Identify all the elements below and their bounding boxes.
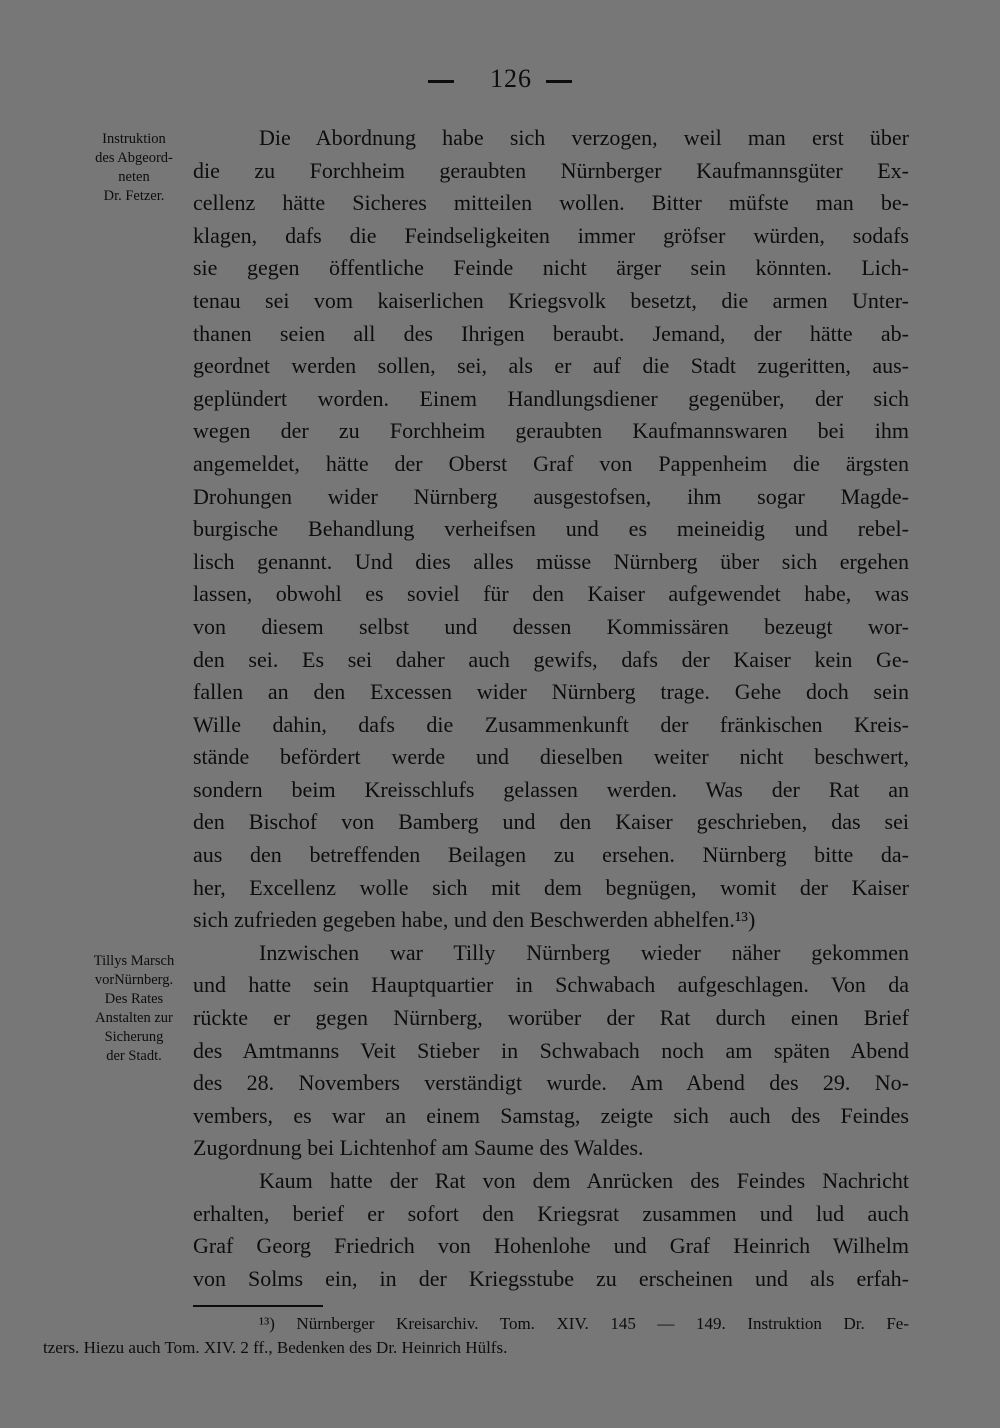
body-line: aus den betreffenden Beilagen zu ersehen. Nürnberg bitte da- (193, 842, 909, 868)
body-line: Drohungen wider Nürnberg ausgestofsen, ihm sogar Magde- (193, 483, 909, 509)
body-line: klagen, dafs die Feindseligkeiten immer gröfser würden, sodafs (193, 222, 909, 248)
body-line: thanen seien all des Ihrigen beraubt. Jemand, der hätte ab- (193, 320, 909, 346)
body-line: die zu Forchheim geraubten Nürnberger Kaufmannsgüter Ex- (193, 157, 909, 183)
body-line: burgische Behandlung verheifsen und es meineidig und rebel- (193, 516, 909, 542)
margin-note-line: der Stadt. (106, 1048, 162, 1064)
margin-note-tillys-marsch (78, 952, 190, 1066)
body-line: geplündert worden. Einem Handlungsdiener gegenüber, der sich (193, 385, 909, 411)
margin-note-instruktion (78, 130, 190, 206)
body-line: des Amtmanns Veit Stieber in Schwabach noch am späten Abend (193, 1037, 909, 1063)
body-line: lassen, obwohl es soviel für den Kaiser aufgewendet habe, was (193, 581, 909, 607)
body-line: tenau sei vom kaiserlichen Kriegsvolk besetzt, die armen Unter- (193, 287, 909, 313)
body-line: von Solms ein, in der Kriegsstube zu erscheinen und als erfah- (193, 1265, 909, 1291)
body-line: wegen der zu Forchheim geraubten Kaufmannswaren bei ihm (193, 418, 909, 444)
body-line: rückte er gegen Nürnberg, worüber der Rat durch einen Brief (193, 1005, 909, 1031)
footnote-line: ¹³) Nürnberger Kreisarchiv. Tom. XIV. 145 — 149. Instruktion Dr. Fe- (259, 1314, 909, 1333)
body-text (193, 122, 909, 1295)
margin-note-line: Sicherung (104, 1029, 164, 1045)
left-dash (428, 80, 454, 83)
footnote-line: tzers. Hiezu auch Tom. XIV. 2 ff., Bedenken des Dr. Heinrich Hülfs. (43, 1338, 508, 1357)
body-line: stände befördert werde und dieselben weiter nicht beschwert, (193, 744, 909, 770)
margin-note-line: des Abgeord- (95, 150, 173, 166)
body-line: Die Abordnung habe sich verzogen, weil man erst über (259, 125, 909, 150)
body-line: geordnet werden sollen, sei, als er auf die Stadt zugeritten, aus- (193, 353, 909, 379)
margin-note-line: Tillys Marsch (93, 953, 175, 969)
body-line: fallen an den Excessen wider Nürnberg trage. Gehe doch sein (193, 679, 909, 705)
body-line: den sei. Es sei daher auch gewifs, dafs der Kaiser kein Ge- (193, 646, 909, 672)
page-number: 126 (490, 64, 532, 93)
body-line: her, Excellenz wolle sich mit dem begnügen, womit der Kaiser (193, 874, 909, 900)
body-line: Wille dahin, dafs die Zusammenkunft der fränkischen Kreis- (193, 711, 909, 737)
body-line: sie gegen öffentliche Feinde nicht ärger sein könnten. Lich- (193, 255, 909, 281)
body-line: Inzwischen war Tilly Nürnberg wieder näher gekommen (259, 939, 909, 965)
body-line: lisch genannt. Und dies alles müsse Nürnberg über sich ergehen (193, 548, 909, 574)
body-line: vembers, es war an einem Samstag, zeigte sich auch des Feindes (193, 1102, 909, 1128)
body-line: von diesem selbst und dessen Kommissären bezeugt wor- (193, 613, 909, 639)
margin-note-line: vorNürnberg. (94, 972, 174, 988)
margin-note-line: neten (118, 169, 150, 185)
body-line: sich zufrieden gegeben habe, und den Beschwerden abhelfen.¹³) (193, 907, 756, 933)
right-dash (546, 80, 572, 83)
body-line: den Bischof von Bamberg und den Kaiser geschrieben, das sei (193, 809, 909, 835)
margin-note-line: Anstalten zur (95, 1010, 173, 1026)
body-line: Kaum hatte der Rat von dem Anrücken des Feindes Nachricht (259, 1168, 909, 1193)
body-line: erhalten, berief er sofort den Kriegsrat zusammen und lud auch (193, 1200, 909, 1226)
body-line: Graf Georg Friedrich von Hohenlohe und Graf Heinrich Wilhelm (193, 1233, 909, 1259)
margin-note-line: Des Rates (104, 991, 164, 1007)
margin-note-line: Dr. Fetzer. (103, 188, 165, 204)
footnote-rule (193, 1305, 323, 1307)
page-number-header (0, 64, 1000, 94)
body-line: des 28. Novembers verständigt wurde. Am Abend des 29. No- (193, 1070, 909, 1096)
body-line: und hatte sein Hauptquartier in Schwabach aufgeschlagen. Von da (193, 972, 909, 998)
body-line: Zugordnung bei Lichtenhof am Saume des Waldes. (193, 1135, 644, 1161)
footnotes (43, 1312, 909, 1360)
margin-note-line: Instruktion (102, 131, 166, 147)
body-line: angemeldet, hätte der Oberst Graf von Pappenheim die ärgsten (193, 450, 909, 476)
body-line: cellenz hätte Sicheres mitteilen wollen. Bitter müfste man be- (193, 190, 909, 216)
body-line: sondern beim Kreisschlufs gelassen werden. Was der Rat an (193, 776, 909, 802)
